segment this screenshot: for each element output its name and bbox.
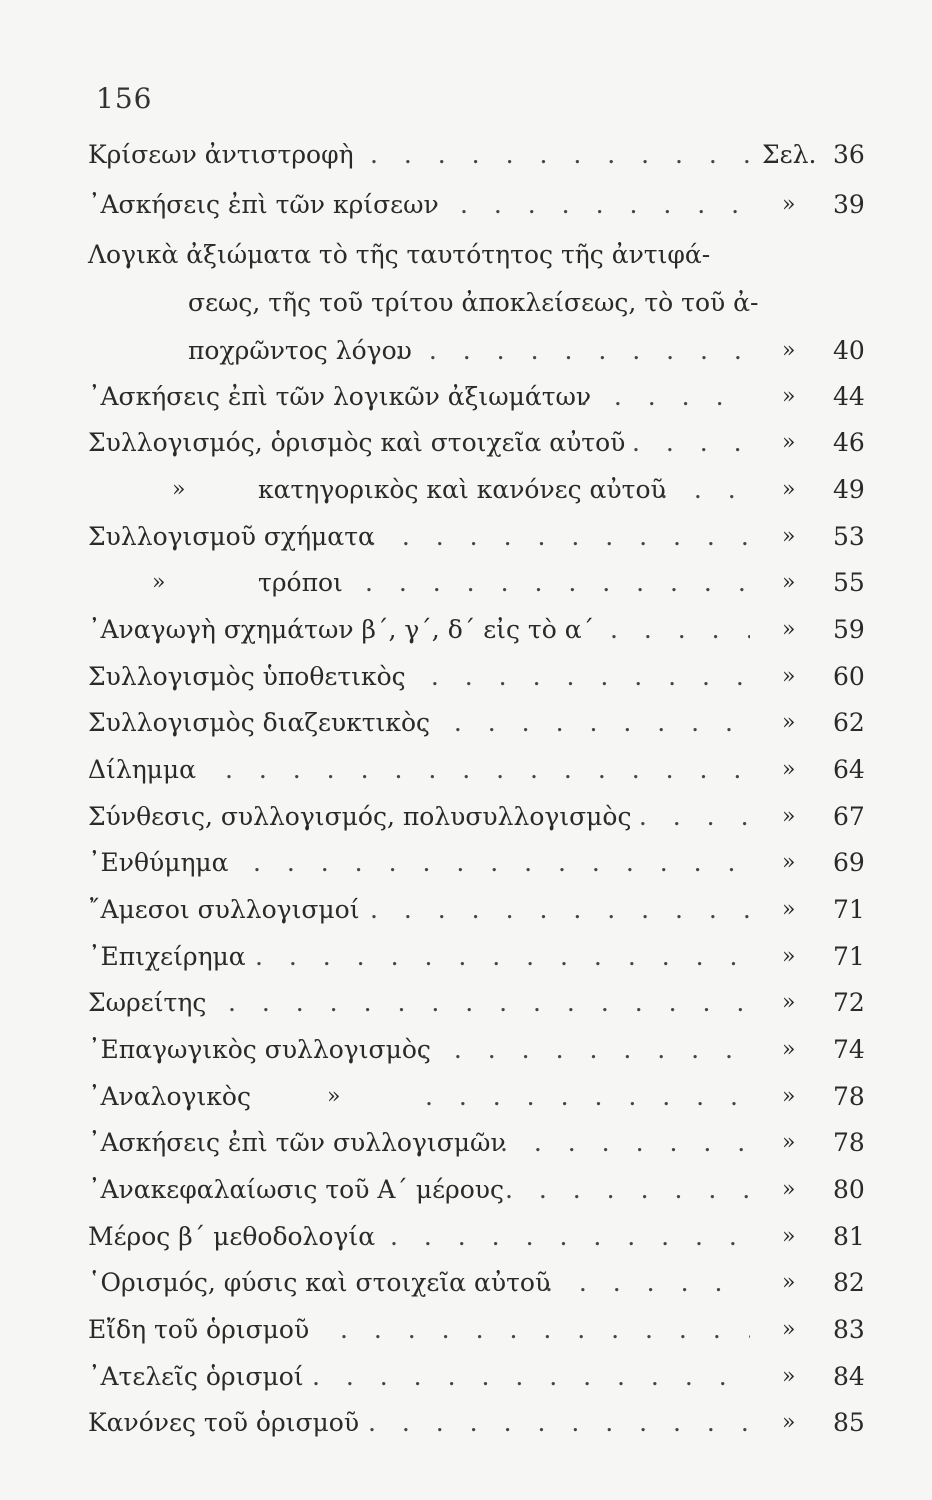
leader-dots <box>395 331 750 371</box>
toc-entry-title: τρόποι <box>258 568 343 597</box>
toc-entry-title: Συλλογισμὸς ὑποθετικὸς <box>88 662 406 691</box>
toc-entry-mark: » <box>782 384 796 409</box>
toc-entry-mark: » <box>782 1270 796 1295</box>
leader-dots <box>368 1403 750 1443</box>
toc-entry <box>0 135 932 175</box>
toc-entry-mark: » <box>782 1410 796 1435</box>
toc-entry <box>0 797 932 837</box>
toc-entry-title: ᾿Αναγωγὴ σχημάτων β΄, γ΄, δ΄ εἰς τὸ α΄ <box>88 615 595 644</box>
toc-entry-title: ᾿Ασκήσεις ἐπὶ τῶν λογικῶν ἀξιωμάτων <box>88 382 592 411</box>
toc-entry-title: ῾Ορισμός, φύσις καὶ στοιχεῖα αὐτοῦ <box>88 1268 551 1297</box>
toc-entry <box>0 890 932 930</box>
toc-entry <box>0 1263 932 1303</box>
toc-entry <box>0 423 932 463</box>
toc-entry-page: 74 <box>833 1035 865 1064</box>
toc-entry-title: Εἴδη τοῦ ὁρισμοῦ <box>88 1315 310 1344</box>
leader-dots <box>460 185 750 225</box>
toc-entry-page: 59 <box>833 615 865 644</box>
toc-entry-title: Σύνθεσις, συλλογισμός, πολυσυλλογισμὸς <box>88 802 632 831</box>
toc-entry-mark: » <box>782 710 796 735</box>
toc-entry-mark: » <box>782 1177 796 1202</box>
toc-entry-mark: » <box>782 1317 796 1342</box>
toc-entry <box>0 1217 932 1257</box>
toc-entry-title: Συλλογισμός, ὁρισμὸς καὶ στοιχεῖα αὐτοῦ <box>88 428 626 457</box>
leader-dots <box>425 1077 750 1117</box>
toc-entry-page: 53 <box>833 522 865 551</box>
toc-entry-title: ᾿Επιχείρημα <box>88 942 246 971</box>
toc-entry <box>0 610 932 650</box>
toc-entry-title: ᾿Ασκήσεις ἐπὶ τῶν κρίσεων <box>88 190 439 219</box>
toc-entry-mark: » <box>782 944 796 969</box>
toc-entry-mark: » <box>782 524 796 549</box>
toc-entry <box>0 470 932 510</box>
toc-entry-page: 82 <box>833 1268 865 1297</box>
ditto-mark: » <box>152 570 166 595</box>
toc-entry-title: Λογικὰ ἀξιώματα τὸ τῆς ταυτότητος τῆς ἀντιφά- <box>88 240 711 269</box>
toc-entry-continuation <box>0 331 932 371</box>
toc-entry <box>0 1030 932 1070</box>
toc-entry-title: Συλλογισμὸς διαζευκτικὸς <box>88 708 431 737</box>
toc-entry-title: Κρίσεων ἀντιστροφὴ <box>88 140 354 169</box>
toc-entry <box>0 563 932 603</box>
leader-dots <box>390 1217 750 1257</box>
toc-entry-page: 39 <box>833 190 865 219</box>
toc-entry <box>0 983 932 1023</box>
toc-entry <box>0 657 932 697</box>
leader-dots <box>225 750 750 790</box>
toc-entry-page: 69 <box>833 848 865 877</box>
toc-entry-mark: » <box>782 338 796 363</box>
toc-entry-page: 49 <box>833 475 865 504</box>
toc-entry-page: 72 <box>833 988 865 1017</box>
toc-entry-page: 46 <box>833 428 865 457</box>
leader-dots <box>253 843 750 883</box>
toc-entry-title: ᾿Ανακεφαλαίωσις τοῦ Α΄ μέρους <box>88 1175 505 1204</box>
leader-dots <box>312 1357 750 1397</box>
toc-entry-page: 44 <box>833 382 865 411</box>
toc-entry-mark: » <box>782 1084 796 1109</box>
toc-entry <box>0 185 932 225</box>
toc-entry-mark: » <box>782 804 796 829</box>
toc-entry-title: ῎Αμεσοι συλλογισμοί <box>88 895 360 924</box>
toc-entry-mark: » <box>782 477 796 502</box>
leader-dots <box>500 1123 750 1163</box>
toc-entry-mark: » <box>782 757 796 782</box>
toc-entry-title: ᾿Ενθύμημα <box>88 848 229 877</box>
toc-entry-page: 60 <box>833 662 865 691</box>
toc-entry-page: 84 <box>833 1362 865 1391</box>
leader-dots <box>580 377 750 417</box>
toc-entry-title: Κανόνες τοῦ ὁρισμοῦ <box>88 1408 360 1437</box>
ditto-mark: » <box>172 477 186 502</box>
leader-dots <box>255 937 750 977</box>
toc-entry-mark: » <box>782 617 796 642</box>
toc-entry <box>0 1357 932 1397</box>
toc-entry-mark: » <box>782 1364 796 1389</box>
toc-entry-page: 71 <box>833 895 865 924</box>
toc-entry-continuation: σεως, τῆς τοῦ τρίτου ἀποκλείσεως, τὸ τοῦ ἀ- <box>188 288 759 317</box>
toc-entry-page: 36 <box>833 140 865 169</box>
toc-entry-mark: » <box>782 990 796 1015</box>
toc-entry <box>0 843 932 883</box>
toc-entry <box>0 750 932 790</box>
toc-entry-mark: » <box>782 1037 796 1062</box>
leader-dots <box>610 610 750 650</box>
toc-entry-title: ᾿Ατελεῖς ὁρισμοί <box>88 1362 304 1391</box>
leader-dots <box>545 1263 750 1303</box>
toc-entry <box>0 1077 932 1117</box>
leader-dots <box>632 423 742 463</box>
toc-entry-page: 85 <box>833 1408 865 1437</box>
leader-dots <box>368 517 750 557</box>
leader-dots <box>340 1310 750 1350</box>
toc-entry-page: 55 <box>833 568 865 597</box>
toc-entry-mark: Σελ. <box>762 140 817 169</box>
toc-entry-title: ᾿Επαγωγικὸς συλλογισμὸς <box>88 1035 431 1064</box>
leader-dots <box>397 657 750 697</box>
toc-entry-page: 40 <box>833 336 865 365</box>
leader-dots <box>370 890 750 930</box>
toc-entry <box>0 1170 932 1210</box>
leader-dots <box>505 1170 750 1210</box>
toc-entry-title: Μέρος β΄ μεθοδολογία <box>88 1222 376 1251</box>
toc-entry-title: Δίλημμα <box>88 755 197 784</box>
toc-entry <box>0 937 932 977</box>
toc-entry <box>0 517 932 557</box>
toc-entry-mark: » <box>782 430 796 455</box>
page-number: 156 <box>96 82 153 115</box>
toc-entry-page: 78 <box>833 1082 865 1111</box>
toc-entry-mark: » <box>782 897 796 922</box>
toc-entry-mark: » <box>782 1130 796 1155</box>
leader-dots <box>605 797 750 837</box>
toc-entry-title-line3: ποχρῶντος λόγου <box>188 336 412 365</box>
leader-dots <box>660 470 750 510</box>
leader-dots <box>420 1030 750 1070</box>
toc-entry-title: ᾿Ασκήσεις ἐπὶ τῶν συλλογισμῶν <box>88 1128 506 1157</box>
toc-entry <box>0 377 932 417</box>
toc-entry-title: Σωρείτης <box>88 988 207 1017</box>
ditto-mark: » <box>327 1084 341 1109</box>
toc-entry-page: 71 <box>833 942 865 971</box>
toc-entry <box>0 1403 932 1443</box>
leader-dots <box>228 983 750 1023</box>
toc-entry-mark: » <box>782 664 796 689</box>
toc-entry-title: ᾿Αναλογικὸς <box>88 1082 251 1111</box>
toc-entry-mark: » <box>782 1224 796 1249</box>
toc-entry <box>0 1310 932 1350</box>
toc-entry-mark: » <box>782 850 796 875</box>
toc-entry-page: 80 <box>833 1175 865 1204</box>
toc-entry-title: κατηγορικὸς καὶ κανόνες αὐτοῦ <box>258 475 666 504</box>
toc-entry-page: 83 <box>833 1315 865 1344</box>
toc-entry-mark: » <box>782 192 796 217</box>
toc-entry-page: 81 <box>833 1222 865 1251</box>
leader-dots <box>365 563 750 603</box>
toc-entry <box>0 703 932 743</box>
toc-entry-page: 78 <box>833 1128 865 1157</box>
toc-entry-page: 62 <box>833 708 865 737</box>
toc-entry <box>0 1123 932 1163</box>
leader-dots <box>370 135 750 175</box>
toc-entry-mark: » <box>782 570 796 595</box>
leader-dots <box>420 703 750 743</box>
toc-entry <box>0 235 932 275</box>
toc-entry-page: 67 <box>833 802 865 831</box>
toc-entry-page: 64 <box>833 755 865 784</box>
toc-entry-title: Συλλογισμοῦ σχήματα <box>88 522 375 551</box>
